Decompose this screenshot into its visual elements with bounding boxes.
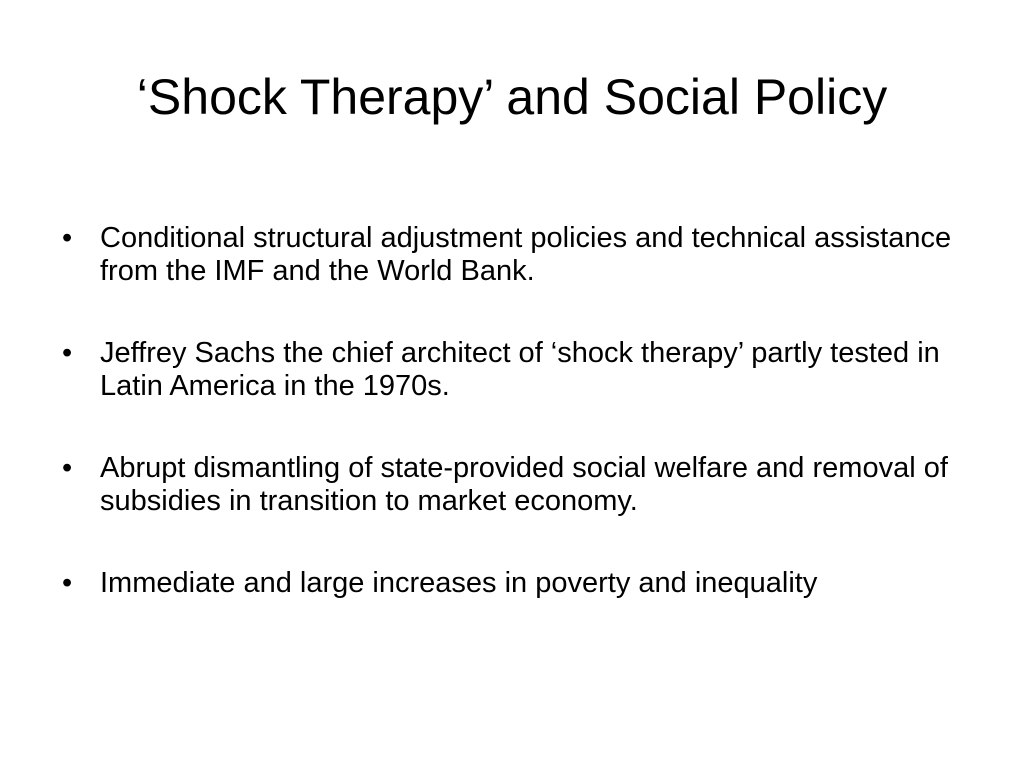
bullet-marker: • bbox=[62, 452, 73, 484]
bullet-marker: • bbox=[62, 567, 73, 599]
bullet-text: Conditional structural adjustment policies and technical assistance from the IMF and the World Bank. bbox=[100, 222, 952, 287]
bullet-item bbox=[62, 222, 972, 288]
bullet-item bbox=[62, 567, 972, 600]
bullet-text: Abrupt dismantling of state-provided social welfare and removal of subsidies in transition to market economy. bbox=[100, 452, 948, 517]
bullet-item bbox=[62, 452, 972, 518]
bullet-list bbox=[62, 222, 972, 649]
bullet-marker: • bbox=[62, 222, 73, 254]
bullet-marker: • bbox=[62, 337, 73, 369]
bullet-item bbox=[62, 337, 972, 403]
bullet-text: Immediate and large increases in poverty and inequality bbox=[100, 567, 818, 599]
slide-title: ‘Shock Therapy’ and Social Policy bbox=[136, 69, 888, 125]
bullet-text: Jeffrey Sachs the chief architect of ‘shock therapy’ partly tested in Latin America in the 1970s. bbox=[100, 337, 940, 402]
